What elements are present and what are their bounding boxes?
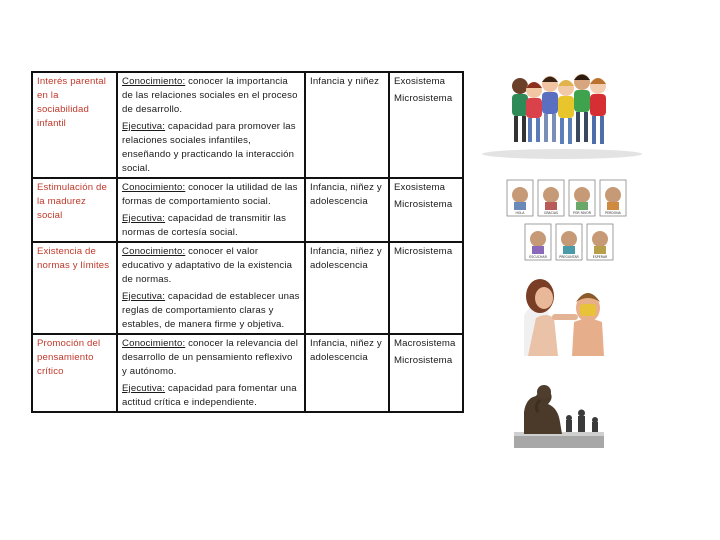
age-text: Infancia y niñez <box>310 76 380 87</box>
conocimiento-label: Conocimiento: <box>122 338 186 349</box>
thinker-statue-image <box>510 372 608 452</box>
ejecutiva-paragraph <box>122 120 300 176</box>
system-name: Microsistema <box>394 355 453 366</box>
system-cell <box>389 72 463 178</box>
table-row <box>32 178 463 242</box>
topic-text: Interés parental en la sociabilidad infantil <box>37 76 107 129</box>
card-caption: ESCUCHAR <box>529 255 547 259</box>
ejecutiva-paragraph <box>122 382 300 410</box>
card-caption: GRACIAS <box>543 211 559 215</box>
system-name: Microsistema <box>394 246 453 257</box>
system-cell <box>389 178 463 242</box>
description-cell <box>117 72 305 178</box>
conocimiento-paragraph <box>122 181 300 209</box>
competencies-table <box>31 71 464 413</box>
conocimiento-text: conocer el valor educativo y adaptativo de la existencia de normas. <box>122 246 293 285</box>
age-cell <box>305 242 389 334</box>
conocimiento-text: conocer la relevancia del desarrollo de un pensamiento reflexivo y autónomo. <box>122 338 298 377</box>
table-row <box>32 72 463 178</box>
topic-text: Estimulación de la madurez social <box>37 182 107 221</box>
topic-cell <box>32 334 117 412</box>
card-caption: HOLA <box>515 211 525 215</box>
conocimiento-label: Conocimiento: <box>122 246 186 257</box>
card-caption: ESPERAR <box>592 255 608 259</box>
conocimiento-label: Conocimiento: <box>122 182 186 193</box>
conocimiento-paragraph <box>122 337 300 379</box>
age-cell <box>305 334 389 412</box>
ejecutiva-paragraph <box>122 212 300 240</box>
ejecutiva-label: Ejecutiva: <box>122 291 166 302</box>
description-cell <box>117 178 305 242</box>
table-row <box>32 334 463 412</box>
ejecutiva-text: capacidad para promover las relaciones sociales infantiles, enseñando y practicando la interacción social. <box>122 121 296 174</box>
conocimiento-label: Conocimiento: <box>122 76 186 87</box>
conocimiento-text: conocer la importancia de las relaciones sociales en el proceso de desarrollo. <box>122 76 298 115</box>
ejecutiva-label: Ejecutiva: <box>122 121 166 132</box>
system-cell <box>389 242 463 334</box>
ejecutiva-paragraph <box>122 290 300 332</box>
topic-text: Existencia de normas y límites <box>37 246 110 271</box>
topic-text: Promoción del pensamiento crítico <box>37 338 101 377</box>
description-cell <box>117 334 305 412</box>
table-row <box>32 242 463 334</box>
system-name: Exosistema <box>394 76 446 87</box>
card-caption: POR FAVOR <box>572 211 592 215</box>
conocimiento-text: conocer la utilidad de las formas de comportamiento social. <box>122 182 298 207</box>
topic-cell <box>32 72 117 178</box>
system-name: Microsistema <box>394 93 453 104</box>
conocimiento-paragraph <box>122 245 300 287</box>
conocimiento-paragraph <box>122 75 300 117</box>
system-name: Exosistema <box>394 182 446 193</box>
ejecutiva-label: Ejecutiva: <box>122 213 166 224</box>
description-cell <box>117 242 305 334</box>
card-caption: PREGUNTAR <box>559 255 579 259</box>
topic-cell <box>32 178 117 242</box>
courtesy-cards-image <box>505 178 630 264</box>
children-group-image <box>472 68 652 160</box>
age-text: Infancia, niñez y adolescencia <box>310 182 382 207</box>
age-text: Infancia, niñez y adolescencia <box>310 246 382 271</box>
topic-cell <box>32 242 117 334</box>
age-cell <box>305 72 389 178</box>
ejecutiva-text: capacidad de establecer unas reglas de comportamiento claras y estables, de manera firme y objetiva. <box>122 291 300 330</box>
card-caption: PERDONA <box>605 211 621 215</box>
mother-child-image <box>518 276 606 356</box>
ejecutiva-label: Ejecutiva: <box>122 383 166 394</box>
age-text: Infancia, niñez y adolescencia <box>310 338 382 363</box>
ejecutiva-text: capacidad de transmitir las normas de cortesía social. <box>122 213 287 238</box>
ejecutiva-text: capacidad para fomentar una actitud crítica e independiente. <box>122 383 297 408</box>
system-cell <box>389 334 463 412</box>
age-cell <box>305 178 389 242</box>
system-name: Macrosistema <box>394 338 456 349</box>
system-name: Microsistema <box>394 199 453 210</box>
